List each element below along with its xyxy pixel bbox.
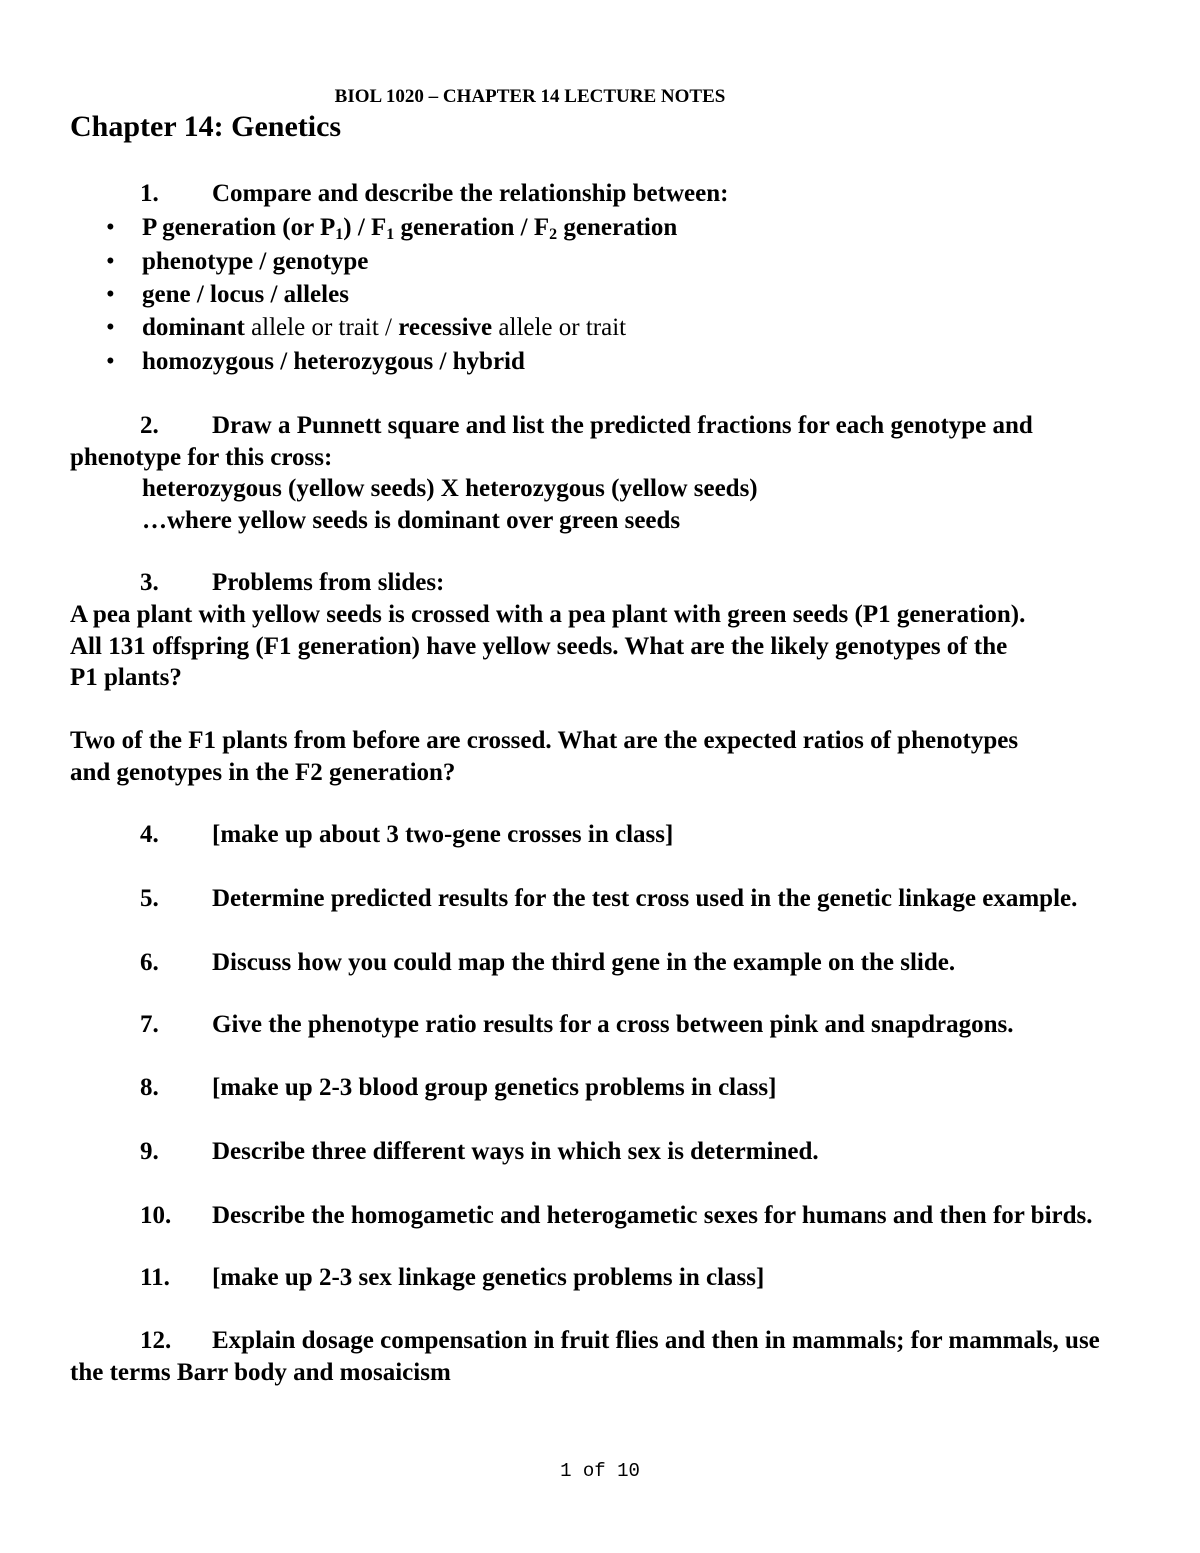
question-number: 8.: [140, 1074, 159, 1101]
question-number: 2.: [140, 412, 159, 439]
question-6: [70, 949, 1170, 983]
list-item: [0, 281, 1200, 315]
page-number: 1 of 10: [560, 1460, 640, 1482]
question-text-continued: the terms Barr body and mosaicism: [70, 1359, 451, 1386]
question-text: Explain dosage compensation in fruit flies and then in mammals; for mammals, use: [212, 1327, 1100, 1354]
question-text: Problems from slides:: [212, 569, 445, 596]
question-text: Describe the homogametic and heterogametic sexes for humans and then for birds.: [212, 1202, 1093, 1229]
question-5: [70, 885, 1170, 919]
question-number: 4.: [140, 821, 159, 848]
bullet-text: phenotype / genotype: [142, 248, 369, 275]
question-3: [70, 569, 1170, 603]
list-item: [0, 314, 1200, 348]
question-8: [70, 1074, 1170, 1108]
bullet-icon: •: [106, 214, 115, 241]
list-item: [0, 348, 1200, 382]
question-4: [70, 821, 1170, 855]
problem-1-line: A pea plant with yellow seeds is crossed with a pea plant with green seeds (P1 generation).: [70, 601, 1026, 628]
question-number: 12.: [140, 1327, 172, 1354]
bullet-icon: •: [106, 248, 115, 275]
question-text: Determine predicted results for the test cross used in the genetic linkage example.: [212, 885, 1078, 912]
question-number: 7.: [140, 1011, 159, 1038]
question-number: 11.: [140, 1264, 170, 1291]
question-number: 6.: [140, 949, 159, 976]
question-text: [make up 2-3 sex linkage genetics problems in class]: [212, 1264, 765, 1291]
bullet-icon: •: [106, 314, 115, 341]
bullet-text: dominant allele or trait / recessive allele or trait: [142, 314, 627, 341]
question-1: [70, 180, 1170, 214]
question-number: 1.: [140, 180, 159, 207]
question-text: Describe three different ways in which sex is determined.: [212, 1138, 819, 1165]
page-header: BIOL 1020 – CHAPTER 14 LECTURE NOTES: [334, 86, 726, 107]
problem-1-line: P1 plants?: [70, 664, 182, 691]
bullet-icon: •: [106, 281, 115, 308]
bullet-icon: •: [106, 348, 115, 375]
question-text: Compare and describe the relationship between:: [212, 180, 729, 207]
question-2: [70, 412, 1170, 446]
bullet-text: homozygous / heterozygous / hybrid: [142, 348, 525, 375]
problem-2-line: Two of the F1 plants from before are crossed. What are the expected ratios of phenotypes: [70, 727, 1019, 754]
bullet-text: gene / locus / alleles: [142, 281, 349, 308]
dominance-note: …where yellow seeds is dominant over green seeds: [142, 507, 681, 534]
question-number: 3.: [140, 569, 159, 596]
question-12: [70, 1327, 1170, 1361]
question-number: 5.: [140, 885, 159, 912]
page-title: Chapter 14: Genetics: [70, 110, 342, 143]
question-number: 10.: [140, 1202, 172, 1229]
problem-1-line: All 131 offspring (F1 generation) have yellow seeds. What are the likely genotypes of the: [70, 633, 1008, 660]
question-10: [70, 1202, 1170, 1236]
question-text: Discuss how you could map the third gene in the example on the slide.: [212, 949, 956, 976]
bullet-text: P generation (or $P_1) / F_1$ generation / $F_2$ generation: [142, 214, 678, 243]
question-11: [70, 1264, 1170, 1298]
list-item: [0, 214, 1200, 248]
list-item: [0, 248, 1200, 282]
question-9: [70, 1138, 1170, 1172]
question-number: 9.: [140, 1138, 159, 1165]
problem-2-line: and genotypes in the F2 generation?: [70, 759, 456, 786]
question-7: [70, 1011, 1170, 1045]
question-text: [make up 2-3 blood group genetics problems in class]: [212, 1074, 777, 1101]
cross-description: heterozygous (yellow seeds) X heterozygous (yellow seeds): [142, 475, 758, 502]
question-text: [make up about 3 two-gene crosses in class]: [212, 821, 674, 848]
question-text: Draw a Punnett square and list the predicted fractions for each genotype and: [212, 412, 1033, 439]
question-text: Give the phenotype ratio results for a cross between pink and snapdragons.: [212, 1011, 1014, 1038]
question-text-continued: phenotype for this cross:: [70, 444, 333, 471]
